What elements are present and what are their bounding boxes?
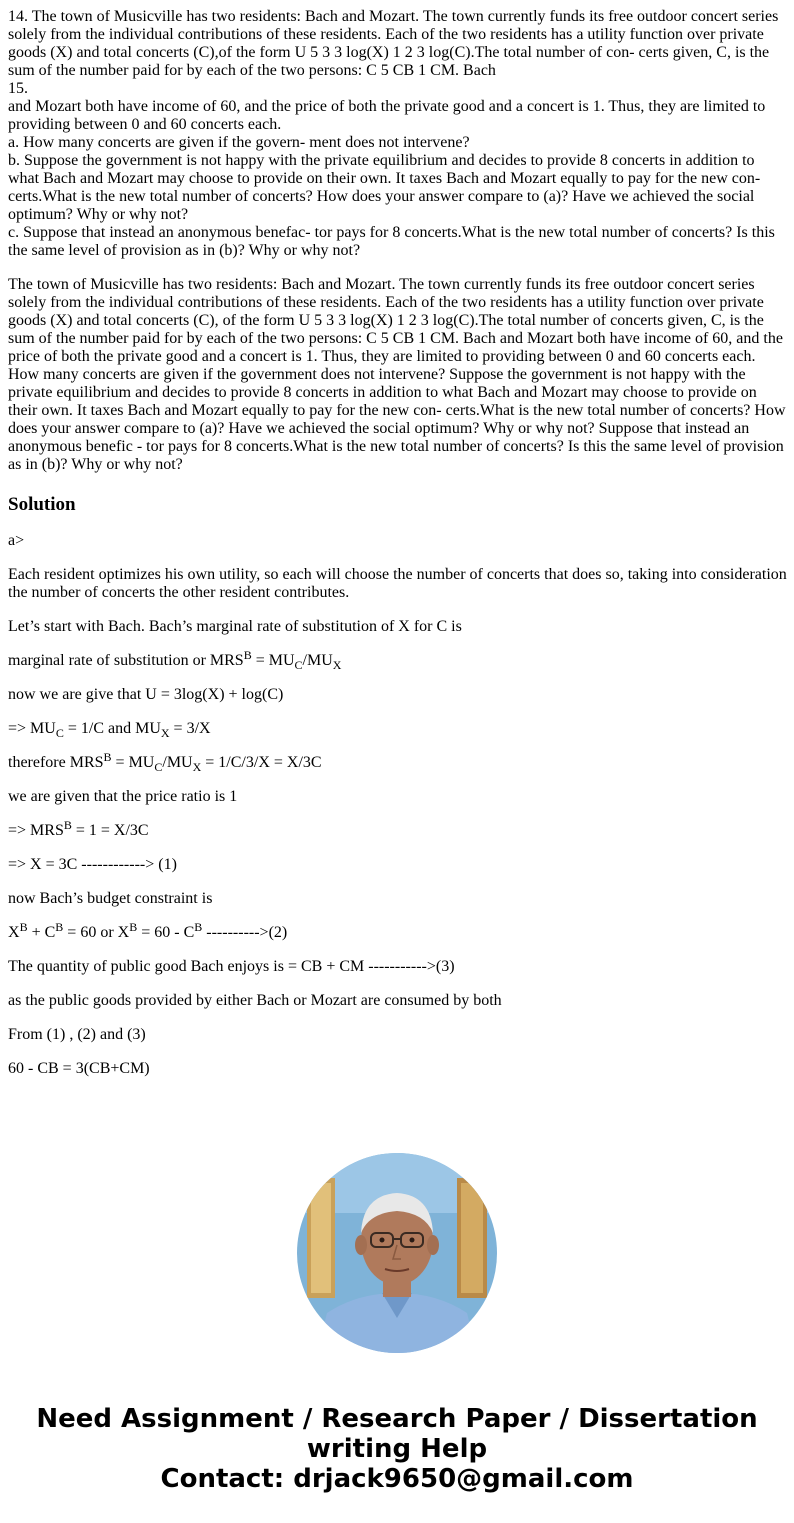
equation-1: => X = 3C ------------> (1) — [8, 856, 177, 873]
question-part-c: c. Suppose that instead an anonymous benefac- tor pays for 8 concerts.What is the new total number of concerts? Is this the same level of provision as in (b)? Why or why not? — [8, 224, 775, 259]
footer-contact: Contact: drjack9650@gmail.com — [160, 1464, 634, 1494]
solution-intro: Each resident optimizes his own utility, so each will choose the number of concerts that does so, taking into consideration the number of concerts the other resident contributes. — [8, 566, 787, 601]
from-equations: From (1) , (2) and (3) — [8, 1026, 146, 1043]
question-block — [8, 8, 788, 260]
solution-heading: Solution — [8, 494, 76, 515]
given-utility: now we are give that U = 3log(X) + log(C) — [8, 686, 284, 703]
therefore-mrs: therefore $MRS^B = MU_C/MU_X = 1/C/3/X = X/3C$ — [8, 750, 322, 774]
marginal-utilities: => $MU_C = 1/C$ and $MU_X = 3/X$ — [8, 720, 211, 740]
final-equation: 60 - CB = 3(CB+CM) — [8, 1060, 150, 1077]
question-line: 14. The town of Musicville has two residents: Bach and Mozart. The town currently funds its free outdoor concert series solely from the individual contributions of these residents. Each of the two residents has a utility function over private goods (X) and total concerts (C),of the form U 5 3 3 log(X) 1 2 3 log(C).The total number of con- certs given, C, is the sum of the number paid for by each of the two persons: C 5 CB 1 CM. Bach — [8, 8, 779, 79]
footer-help-text: Need Assignment / Research Paper / Dissertation writing Help — [36, 1404, 758, 1464]
question-part-a: a. How many concerts are given if the govern- ment does not intervene? — [8, 134, 470, 151]
budget-constraint: $X^B + C^B = 60$ or $X^B = 60 - C^B$ ---------->(2) — [8, 920, 288, 941]
consumed-by-both: as the public goods provided by either Bach or Mozart are consumed by both — [8, 992, 502, 1009]
person-portrait-icon — [297, 1153, 497, 1353]
question-number: 15. — [8, 80, 28, 97]
footer-banner — [0, 1404, 794, 1494]
mrs-equation: => $MRS^B = 1 = X/3C$ — [8, 818, 149, 839]
price-ratio: we are given that the price ratio is 1 — [8, 788, 238, 805]
question-restated: The town of Musicville has two residents: Bach and Mozart. The town currently funds its free outdoor concert series solely from the individual contributions of these residents. Each of the two residents has a utility function over private goods (X) and total concerts (C), of the form U 5 3 3 log(X) 1 2 3 log(C).The total number of concerts given, C, is the sum of the number paid for by each of the two persons: C 5 CB 1 CM. Bach and Mozart both have income of 60, and the price of both the private good and a concert is 1. Thus, they are limited to providing between 0 and 60 concerts each. How many concerts are given if the government does not intervene? Suppose the government is not happy with the private equilibrium and decides to provide 8 concerts in addition to what Bach and Mozart may choose to provide on their own. It taxes Bach and Mozart equally to pay for the new con- certs.What is the new total number of concerts? How does your answer compare to (a)? Have we achieved the social optimum? Why or why not? Suppose that instead an anonymous benefic - tor pays for 8 concerts.What is the new total number of concerts? Is this the same level of provision as in (b)? Why or why not? — [8, 276, 786, 473]
bach-start: Let’s start with Bach. Bach’s marginal rate of substitution of X for C is — [8, 618, 462, 635]
budget-intro: now Bach’s budget constraint is — [8, 890, 213, 907]
author-avatar — [297, 1153, 497, 1353]
document-body — [8, 8, 788, 1078]
public-good-quantity: The quantity of public good Bach enjoys is = CB + CM ----------->(3) — [8, 958, 455, 975]
question-line: and Mozart both have income of 60, and the price of both the private good and a concert is 1. Thus, they are limited to providing between 0 and 60 concerts each. — [8, 98, 766, 133]
part-label: a> — [8, 532, 25, 549]
mrs-definition: marginal rate of substitution or $MRS^B = MU_C/MU_X$ — [8, 648, 342, 672]
question-part-b: b. Suppose the government is not happy with the private equilibrium and decides to provide 8 concerts in addition to what Bach and Mozart may choose to provide on their own. It taxes Bach and Mozart equally to pay for the new con- certs.What is the new total number of concerts? How does your answer compare to (a)? Have we achieved the social optimum? Why or why not? — [8, 152, 761, 223]
